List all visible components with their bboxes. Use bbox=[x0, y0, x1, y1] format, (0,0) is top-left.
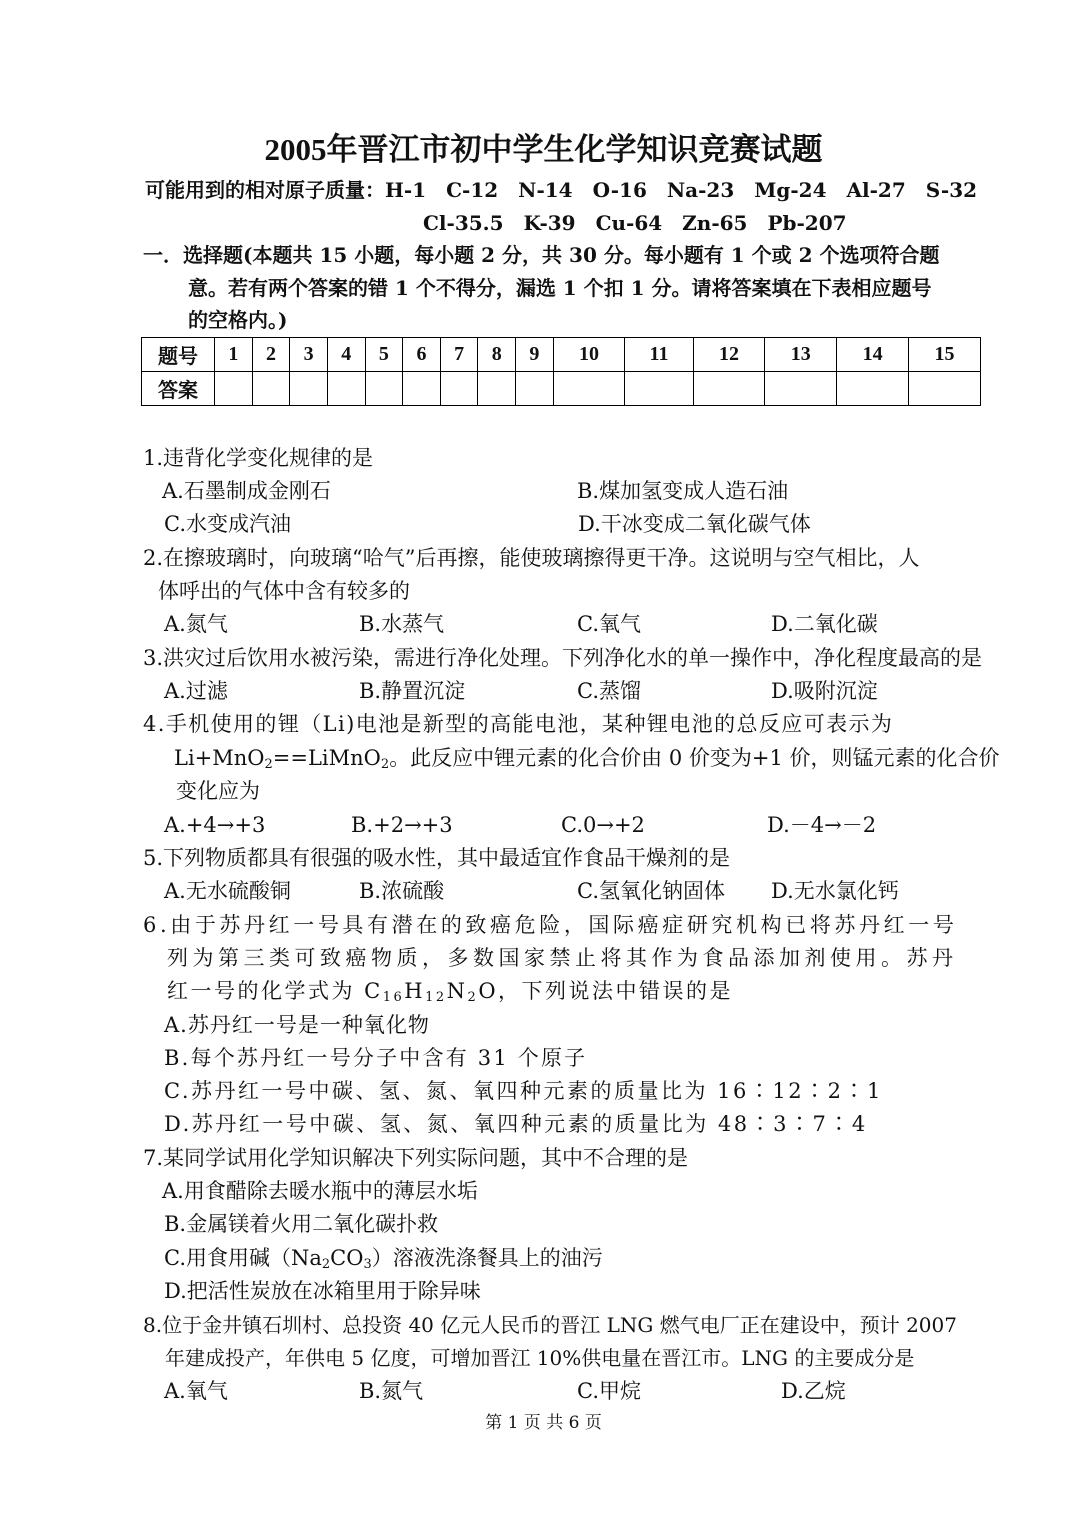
q5-option-b: B.浓硫酸 bbox=[359, 879, 445, 903]
section-1-instructions-line-2: 意。若有两个答案的错 1 个不得分，漏选 1 个扣 1 分。请将答案填在下表相应题号 bbox=[188, 276, 932, 300]
q6-formula-n: N bbox=[446, 979, 468, 1003]
q7-stem: 7.某同学试用化学知识解决下列实际问题，其中不合理的是 bbox=[143, 1146, 689, 1170]
q7-option-d: D.把活性炭放在冰箱里用于除异味 bbox=[164, 1279, 481, 1303]
question-number-cell: 8 bbox=[478, 338, 516, 372]
q6-formula-subscript-16: 16 bbox=[382, 990, 405, 1005]
q1-option-d: D.干冰变成二氧化碳气体 bbox=[578, 512, 811, 536]
q4-option-c: C.0→+2 bbox=[561, 813, 645, 837]
question-number-cell: 10 bbox=[553, 338, 625, 372]
q5-option-a: A.无水硫酸铜 bbox=[164, 879, 291, 903]
q6-option-d: D.苏丹红一号中碳、氢、氮、氧四种元素的质量比为 48∶3∶7∶4 bbox=[164, 1112, 868, 1136]
question-number-cell: 5 bbox=[365, 338, 403, 372]
q2-stem-line-1: 2.在擦玻璃时，向玻璃“哈气”后再擦，能使玻璃擦得更干净。这说明与空气相比，人 bbox=[143, 546, 920, 570]
q7-option-c-start: C.用食用碱（Na bbox=[164, 1246, 322, 1270]
q3-option-a: A.过滤 bbox=[164, 679, 228, 703]
q8-stem-line-1: 8.位于金井镇石圳村、总投资 40 亿元人民币的晋江 LNG 燃气电厂正在建设中，预计 2007 bbox=[143, 1313, 957, 1337]
q3-option-c: C.蒸馏 bbox=[577, 679, 641, 703]
question-number-cell: 4 bbox=[327, 338, 365, 372]
q6-formula-h: H bbox=[404, 979, 426, 1003]
q5-stem: 5.下列物质都具有很强的吸水性，其中最适宜作食品干燥剂的是 bbox=[143, 846, 731, 870]
answer-row-label: 答案 bbox=[142, 372, 215, 406]
q7-formula-subscript-2: 2 bbox=[321, 1257, 331, 1272]
q8-option-c: C.甲烷 bbox=[577, 1379, 641, 1403]
answer-cell[interactable] bbox=[553, 372, 625, 406]
atomic-masses-line-1: 可能用到的相对原子质量：H-1 C-12 N-14 O-16 Na-23 Mg-24 Al-27 S-32 bbox=[145, 178, 978, 202]
q2-option-d: D.二氧化碳 bbox=[771, 612, 878, 636]
question-number-cell: 14 bbox=[837, 338, 909, 372]
answer-cell[interactable] bbox=[837, 372, 909, 406]
q2-option-b: B.水蒸气 bbox=[359, 612, 445, 636]
question-number-cell: 13 bbox=[765, 338, 837, 372]
q7-option-b: B.金属镁着火用二氧化碳扑救 bbox=[164, 1212, 439, 1236]
question-number-cell: 3 bbox=[290, 338, 328, 372]
answer-table-answer-row bbox=[142, 372, 981, 406]
answer-cell[interactable] bbox=[403, 372, 441, 406]
answer-cell[interactable] bbox=[478, 372, 516, 406]
q4-stem-line-2 bbox=[174, 744, 1000, 772]
q6-option-c: C.苏丹红一号中碳、氢、氮、氧四种元素的质量比为 16∶12∶2∶1 bbox=[164, 1079, 883, 1103]
q8-option-d: D.乙烷 bbox=[781, 1379, 846, 1403]
q5-option-c: C.氢氧化钠固体 bbox=[577, 879, 725, 903]
question-number-cell: 11 bbox=[625, 338, 693, 372]
question-number-cell: 1 bbox=[215, 338, 253, 372]
answer-cell[interactable] bbox=[693, 372, 765, 406]
q2-stem-line-2: 体呼出的气体中含有较多的 bbox=[158, 579, 410, 603]
number-row-label: 题号 bbox=[142, 338, 215, 372]
q4-stem-continuation: 。此反应中锂元素的化合价由 0 价变为+1 价，则锰元素的化合价 bbox=[389, 746, 1000, 770]
question-number-cell: 7 bbox=[440, 338, 478, 372]
q7-option-c-end: ）溶液洗涤餐具上的油污 bbox=[371, 1246, 603, 1270]
answer-cell[interactable] bbox=[290, 372, 328, 406]
q8-stem-line-2: 年建成投产，年供电 5 亿度，可增加晋江 10%供电量在晋江市。LNG 的主要成分是 bbox=[165, 1346, 915, 1370]
q1-option-b: B.煤加氢变成人造石油 bbox=[577, 479, 789, 503]
answer-cell[interactable] bbox=[365, 372, 403, 406]
section-1-instructions-line-3: 的空格内。) bbox=[188, 308, 288, 332]
q6-stem-line-3-start: 红一号的化学式为 C bbox=[167, 979, 383, 1003]
q1-stem: 1.违背化学变化规律的是 bbox=[143, 446, 374, 470]
q4-stem-line-1: 4.手机使用的锂（Li)电池是新型的高能电池，某种锂电池的总反应可表示为 bbox=[143, 712, 894, 736]
q3-option-b: B.静置沉淀 bbox=[359, 679, 466, 703]
answer-cell[interactable] bbox=[440, 372, 478, 406]
atomic-masses-line-2: Cl-35.5 K-39 Cu-64 Zn-65 Pb-207 bbox=[423, 211, 847, 235]
q6-stem-line-3 bbox=[167, 977, 733, 1005]
q6-formula-subscript-2: 2 bbox=[467, 990, 479, 1005]
question-number-cell: 6 bbox=[403, 338, 441, 372]
q2-option-a: A.氮气 bbox=[164, 612, 228, 636]
q6-option-a: A.苏丹红一号是一种氧化物 bbox=[164, 1013, 430, 1037]
q6-stem-line-2: 列为第三类可致癌物质，多数国家禁止将其作为食品添加剂使用。苏丹 bbox=[167, 946, 958, 970]
answer-table-number-row bbox=[142, 338, 981, 372]
answer-cell[interactable] bbox=[516, 372, 554, 406]
answer-table bbox=[141, 337, 981, 406]
q3-stem: 3.洪灾过后饮用水被污染，需进行净化处理。下列净化水的单一操作中，净化程度最高的是 bbox=[143, 646, 983, 670]
q4-equation-part-b: ==LiMnO bbox=[272, 746, 381, 770]
q7-formula-co: CO bbox=[330, 1246, 364, 1270]
q1-option-c: C.水变成汽油 bbox=[164, 512, 291, 536]
q4-equation-subscript-1: 2 bbox=[264, 757, 273, 772]
q4-stem-line-3: 变化应为 bbox=[176, 779, 260, 803]
q3-option-d: D.吸附沉淀 bbox=[771, 679, 878, 703]
answer-cell[interactable] bbox=[327, 372, 365, 406]
q8-option-a: A.氧气 bbox=[164, 1379, 228, 1403]
answer-cell[interactable] bbox=[215, 372, 253, 406]
section-1-instructions-line-1: 一．选择题(本题共 15 小题，每小题 2 分，共 30 分。每小题有 1 个或 2 个选项符合题 bbox=[143, 243, 940, 267]
q7-option-c bbox=[164, 1244, 603, 1272]
page-footer: 第 1 页 共 6 页 bbox=[485, 1413, 602, 1433]
q4-equation-part-a: Li+MnO bbox=[174, 746, 265, 770]
q2-option-c: C.氧气 bbox=[577, 612, 641, 636]
q4-equation-subscript-2: 2 bbox=[380, 757, 390, 772]
q8-option-b: B.氮气 bbox=[359, 1379, 424, 1403]
q6-stem-line-3-end: O，下列说法中错误的是 bbox=[478, 979, 734, 1003]
q6-stem-line-1: 6.由于苏丹红一号具有潜在的致癌危险，国际癌症研究机构已将苏丹红一号 bbox=[143, 913, 958, 937]
q4-option-a: A.+4→+3 bbox=[164, 813, 266, 837]
answer-cell[interactable] bbox=[765, 372, 837, 406]
question-number-cell: 15 bbox=[909, 338, 981, 372]
q7-formula-subscript-3: 3 bbox=[363, 1257, 372, 1272]
answer-cell[interactable] bbox=[625, 372, 693, 406]
q6-formula-subscript-12: 12 bbox=[425, 990, 447, 1005]
q4-option-d: D.－4→－2 bbox=[767, 813, 877, 837]
question-number-cell: 2 bbox=[252, 338, 290, 372]
page-title: 2005年晋江市初中学生化学知识竞赛试题 bbox=[264, 132, 823, 167]
q6-option-b: B.每个苏丹红一号分子中含有 31 个原子 bbox=[164, 1046, 588, 1070]
question-number-cell: 12 bbox=[693, 338, 765, 372]
answer-cell[interactable] bbox=[909, 372, 981, 406]
question-number-cell: 9 bbox=[516, 338, 554, 372]
q5-option-d: D.无水氯化钙 bbox=[771, 879, 899, 903]
q1-option-a: A.石墨制成金刚石 bbox=[162, 479, 331, 503]
q7-option-a: A.用食醋除去暖水瓶中的薄层水垢 bbox=[162, 1179, 478, 1203]
q4-option-b: B.+2→+3 bbox=[351, 813, 453, 837]
answer-cell[interactable] bbox=[252, 372, 290, 406]
